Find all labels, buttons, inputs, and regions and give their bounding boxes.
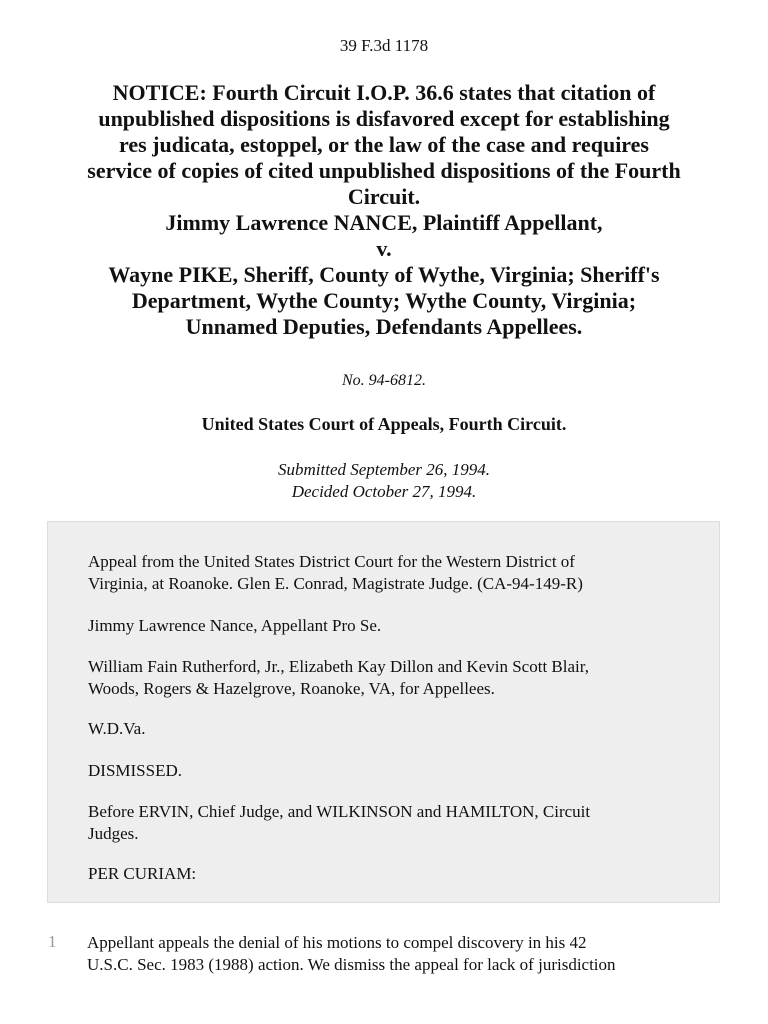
case-summary-box	[47, 521, 720, 903]
case-title-block	[40, 80, 728, 340]
appeal-from-line: Appeal from the United States District Court for the Western District of	[88, 552, 575, 571]
disposition: DISMISSED.	[88, 761, 182, 780]
caption-line-defendants: Wayne PIKE, Sheriff, County of Wythe, Virginia; Sheriff's	[108, 262, 660, 287]
appeal-from-text	[88, 551, 688, 595]
notice-line: service of copies of cited unpublished dispositions of the Fourth	[87, 158, 681, 183]
docket-number: No. 94-6812.	[342, 372, 426, 389]
notice-line: res judicata, estoppel, or the law of the case and requires	[118, 132, 649, 157]
appellee-counsel-line: William Fain Rutherford, Jr., Elizabeth Kay Dillon and Kevin Scott Blair,	[88, 657, 589, 676]
appellant-counsel: Jimmy Lawrence Nance, Appellant Pro Se.	[88, 616, 382, 635]
caption-line-versus: v.	[376, 236, 392, 261]
opinion-paragraph	[87, 932, 727, 976]
panel-line: Before ERVIN, Chief Judge, and WILKINSON and HAMILTON, Circuit	[88, 802, 591, 821]
appellee-counsel	[88, 656, 688, 700]
court-name: United States Court of Appeals, Fourth Circuit.	[201, 414, 567, 434]
appeal-from-line: Virginia, at Roanoke. Glen E. Conrad, Magistrate Judge. (CA-94-149-R)	[88, 574, 583, 593]
appellee-counsel-line: Woods, Rogers & Hazelgrove, Roanoke, VA, for Appellees.	[88, 679, 495, 698]
paragraph-number: 1	[48, 932, 57, 951]
case-dates	[0, 459, 768, 503]
opinion-author: PER CURIAM:	[88, 864, 197, 883]
caption-line-plaintiff: Jimmy Lawrence NANCE, Plaintiff Appellant,	[165, 210, 603, 235]
opinion-line: Appellant appeals the denial of his motions to compel discovery in his 42	[87, 933, 587, 952]
panel-line: Judges.	[88, 824, 139, 843]
submitted-date: Submitted September 26, 1994.	[278, 460, 490, 479]
opinion-line: U.S.C. Sec. 1983 (1988) action. We dismiss the appeal for lack of jurisdiction	[87, 955, 616, 974]
caption-line-defendants: Unnamed Deputies, Defendants Appellees.	[185, 314, 583, 339]
notice-line: unpublished dispositions is disfavored except for establishing	[98, 106, 670, 131]
case-citation: 39 F.3d 1178	[339, 36, 429, 55]
notice-line: NOTICE: Fourth Circuit I.O.P. 36.6 states that citation of	[112, 80, 656, 105]
notice-line: Circuit.	[347, 184, 421, 209]
decided-date: Decided October 27, 1994.	[291, 482, 477, 501]
panel-judges	[88, 801, 688, 845]
caption-line-defendants: Department, Wythe County; Wythe County, Virginia;	[131, 288, 637, 313]
lower-court: W.D.Va.	[88, 719, 146, 738]
